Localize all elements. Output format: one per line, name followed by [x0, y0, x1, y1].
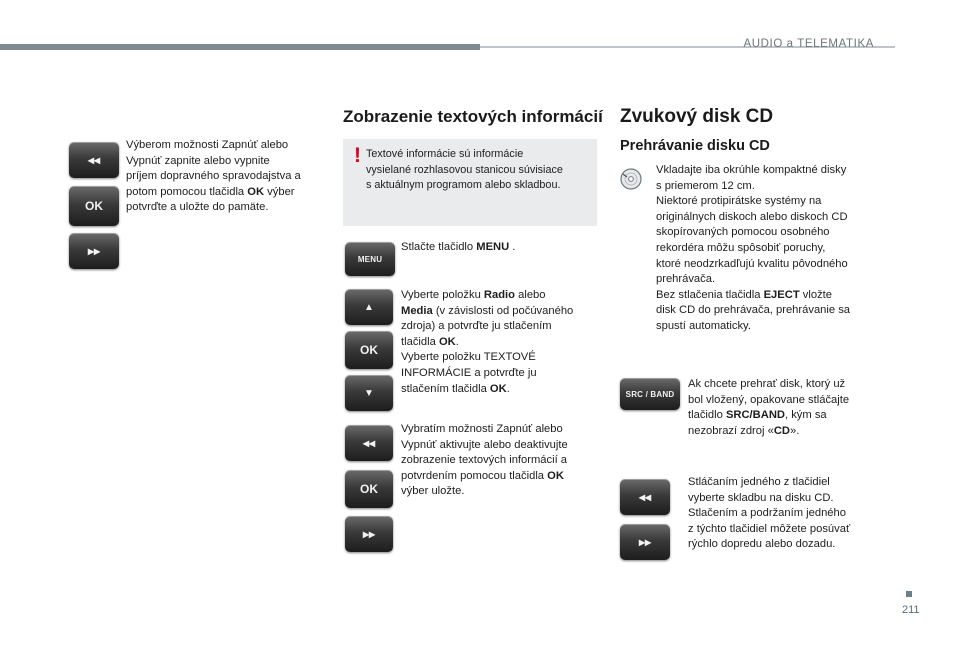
middle-ok2-button[interactable]: OK: [345, 470, 393, 508]
step-radio-text: Vyberte položku Radio alebo Media (v závislosti od počúvaného zdroja) a potvrďte ju stlačením tlačidla OK. Vyberte položku TEXTOVÉ INFORMÁCIE a potvrďte ju stlačením tlačidla OK.: [401, 289, 574, 395]
middle-prev-button[interactable]: ◂◂: [345, 425, 393, 461]
left-description: Výberom možnosti Zapnúť alebo Vypnúť zapnite alebo vypnite príjem dopravného spravodajstva a potom pomocou tlačidla OK výber potvrďte a uložte do pamäte.: [126, 139, 301, 214]
left-prev-button[interactable]: ◂◂: [69, 142, 119, 178]
left-ok-button[interactable]: OK: [69, 186, 119, 226]
note-text: Textové informácie sú informácie vysielané rozhlasovou stanicou súvisiace s aktuálnym programom alebo skladbou.: [366, 148, 563, 191]
step-toggle-text: Vybratím možnosti Zapnúť alebo Vypnúť aktivujte alebo deaktivujte zobrazenie textových informácií a potvrdením pomocou tlačidla OK výber uložte.: [401, 423, 568, 498]
warning-icon: !: [354, 144, 361, 167]
middle-next-button[interactable]: ▸▸: [345, 516, 393, 552]
cd-subheading: Prehrávanie disku CD: [620, 138, 770, 154]
down-button[interactable]: ▼: [345, 375, 393, 411]
src-band-text: Ak chcete prehrať disk, ktorý už bol vložený, opakovane stláčajte tlačidlo SRC/BAND, kým sa nezobrazí zdroj «CD».: [688, 378, 850, 437]
page-number: 211: [902, 604, 920, 616]
text-info-heading: Zobrazenie textových informácií: [343, 107, 603, 126]
track-next-button[interactable]: ▸▸: [620, 524, 670, 560]
header-bar: [0, 44, 480, 50]
src-band-button[interactable]: SRC / BAND: [620, 378, 680, 410]
cd-heading: Zvukový disk CD: [620, 106, 774, 127]
track-text: Stláčaním jedného z tlačidiel vyberte skladbu na disku CD. Stlačením a podržaním jedného z týchto tlačidiel môžete posúvať rýchlo dopredu alebo dozadu.: [688, 476, 851, 551]
up-button[interactable]: ▲: [345, 289, 393, 325]
menu-button[interactable]: MENU: [345, 242, 395, 276]
step-menu-text: Stlačte tlačidlo MENU .: [401, 241, 516, 253]
page-marker: [906, 591, 912, 597]
middle-ok-button[interactable]: OK: [345, 331, 393, 369]
cd-info-text: Vkladajte iba okrúhle kompaktné disky s priemerom 12 cm. Niektoré protipirátske systémy na originálnych diskoch alebo diskoch CD skopírovaných pomocou osobného rekordéra môžu spôsobiť poruchy, ktoré neodzrkadľujú kvalitu pôvodného prehrávača. Bez stlačenia tlačidla EJECT vložte disk CD do prehrávača, prehrávanie sa spustí automaticky.: [656, 164, 851, 332]
section-title: AUDIO a TELEMATIKA: [743, 38, 874, 50]
left-next-button[interactable]: ▸▸: [69, 233, 119, 269]
cd-disc-icon: [620, 168, 642, 190]
track-prev-button[interactable]: ◂◂: [620, 479, 670, 515]
